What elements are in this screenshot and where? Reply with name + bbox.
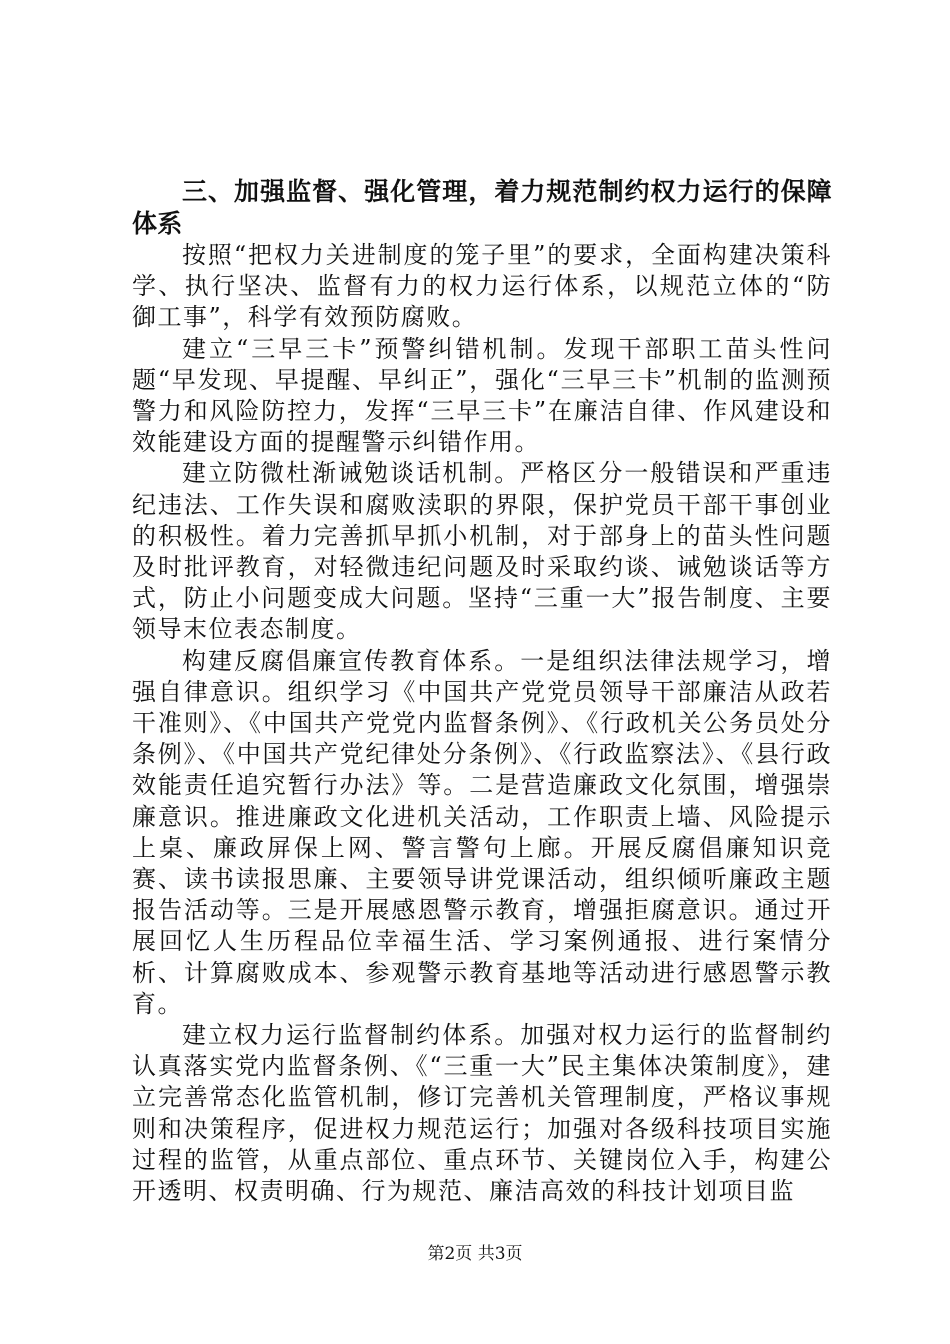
paragraph-intro: 按照“把权力关进制度的笼子里”的要求，全面构建决策科学、执行坚决、监督有力的权力运行体系，以规范立体的“防御工事”，科学有效预防腐败。 (132, 241, 832, 332)
document-body (132, 176, 832, 1207)
paragraph-early-warning: 建立“三早三卡”预警纠错机制。发现干部职工苗头性问题“早发现、早提醒、早纠正”，强化“三早三卡”机制的监测预警力和风险防控力，发挥“三早三卡”在廉洁自律、作风建设和效能建设方面的提醒警示纠错作用。 (132, 334, 832, 457)
page-footer: 第2页 共3页 (427, 1244, 523, 1264)
section-heading: 三、加强监督、强化管理，着力规范制约权力运行的保障体系 (132, 177, 832, 238)
paragraph-supervision-system: 建立权力运行监督制约体系。加强对权力运行的监督制约认真落实党内监督条例、《“三重一大”民主集体决策制度》，建立完善常态化监管机制，修订完善机关管理制度，严格议事规则和决策程序，促进权力规范运行；加强对各级科技项目实施过程的监管，从重点部位、重点环节、关键岗位入手，构建公开透明、权责明确、行为规范、廉洁高效的科技计划项目监 (132, 1021, 832, 1206)
paragraph-education-system: 构建反腐倡廉宣传教育体系。一是组织法律法规学习，增强自律意识。组织学习《中国共产党党员领导干部廉洁从政若干准则》、《中国共产党党内监督条例》、《行政机关公务员处分条例》、《中国共产党纪律处分条例》、《行政监察法》、《县行政效能责任追究暂行办法》等。二是营造廉政文化氛围，增强崇廉意识。推进廉政文化进机关活动，工作职责上墙、风险提示上桌、廉政屏保上网、警言警句上廊。开展反腐倡廉知识竞赛、读书读报思廉、主要领导讲党课活动，组织倾听廉政主题报告活动等。三是开展感恩警示教育，增强拒腐意识。通过开展回忆人生历程品位幸福生活、学习案例通报、进行案情分析、计算腐败成本、参观警示教育基地等活动进行感恩警示教育。 (132, 646, 832, 1018)
paragraph-admonition-talk: 建立防微杜渐诫勉谈话机制。严格区分一般错误和严重违纪违法、工作失误和腐败渎职的界限，保护党员干部干事创业的积极性。着力完善抓早抓小机制，对于部身上的苗头性问题及时批评教育，对轻微违纪问题及时采取约谈、诫勉谈话等方式，防止小问题变成大问题。坚持“三重一大”报告制度、主要领导末位表态制度。 (132, 459, 832, 644)
